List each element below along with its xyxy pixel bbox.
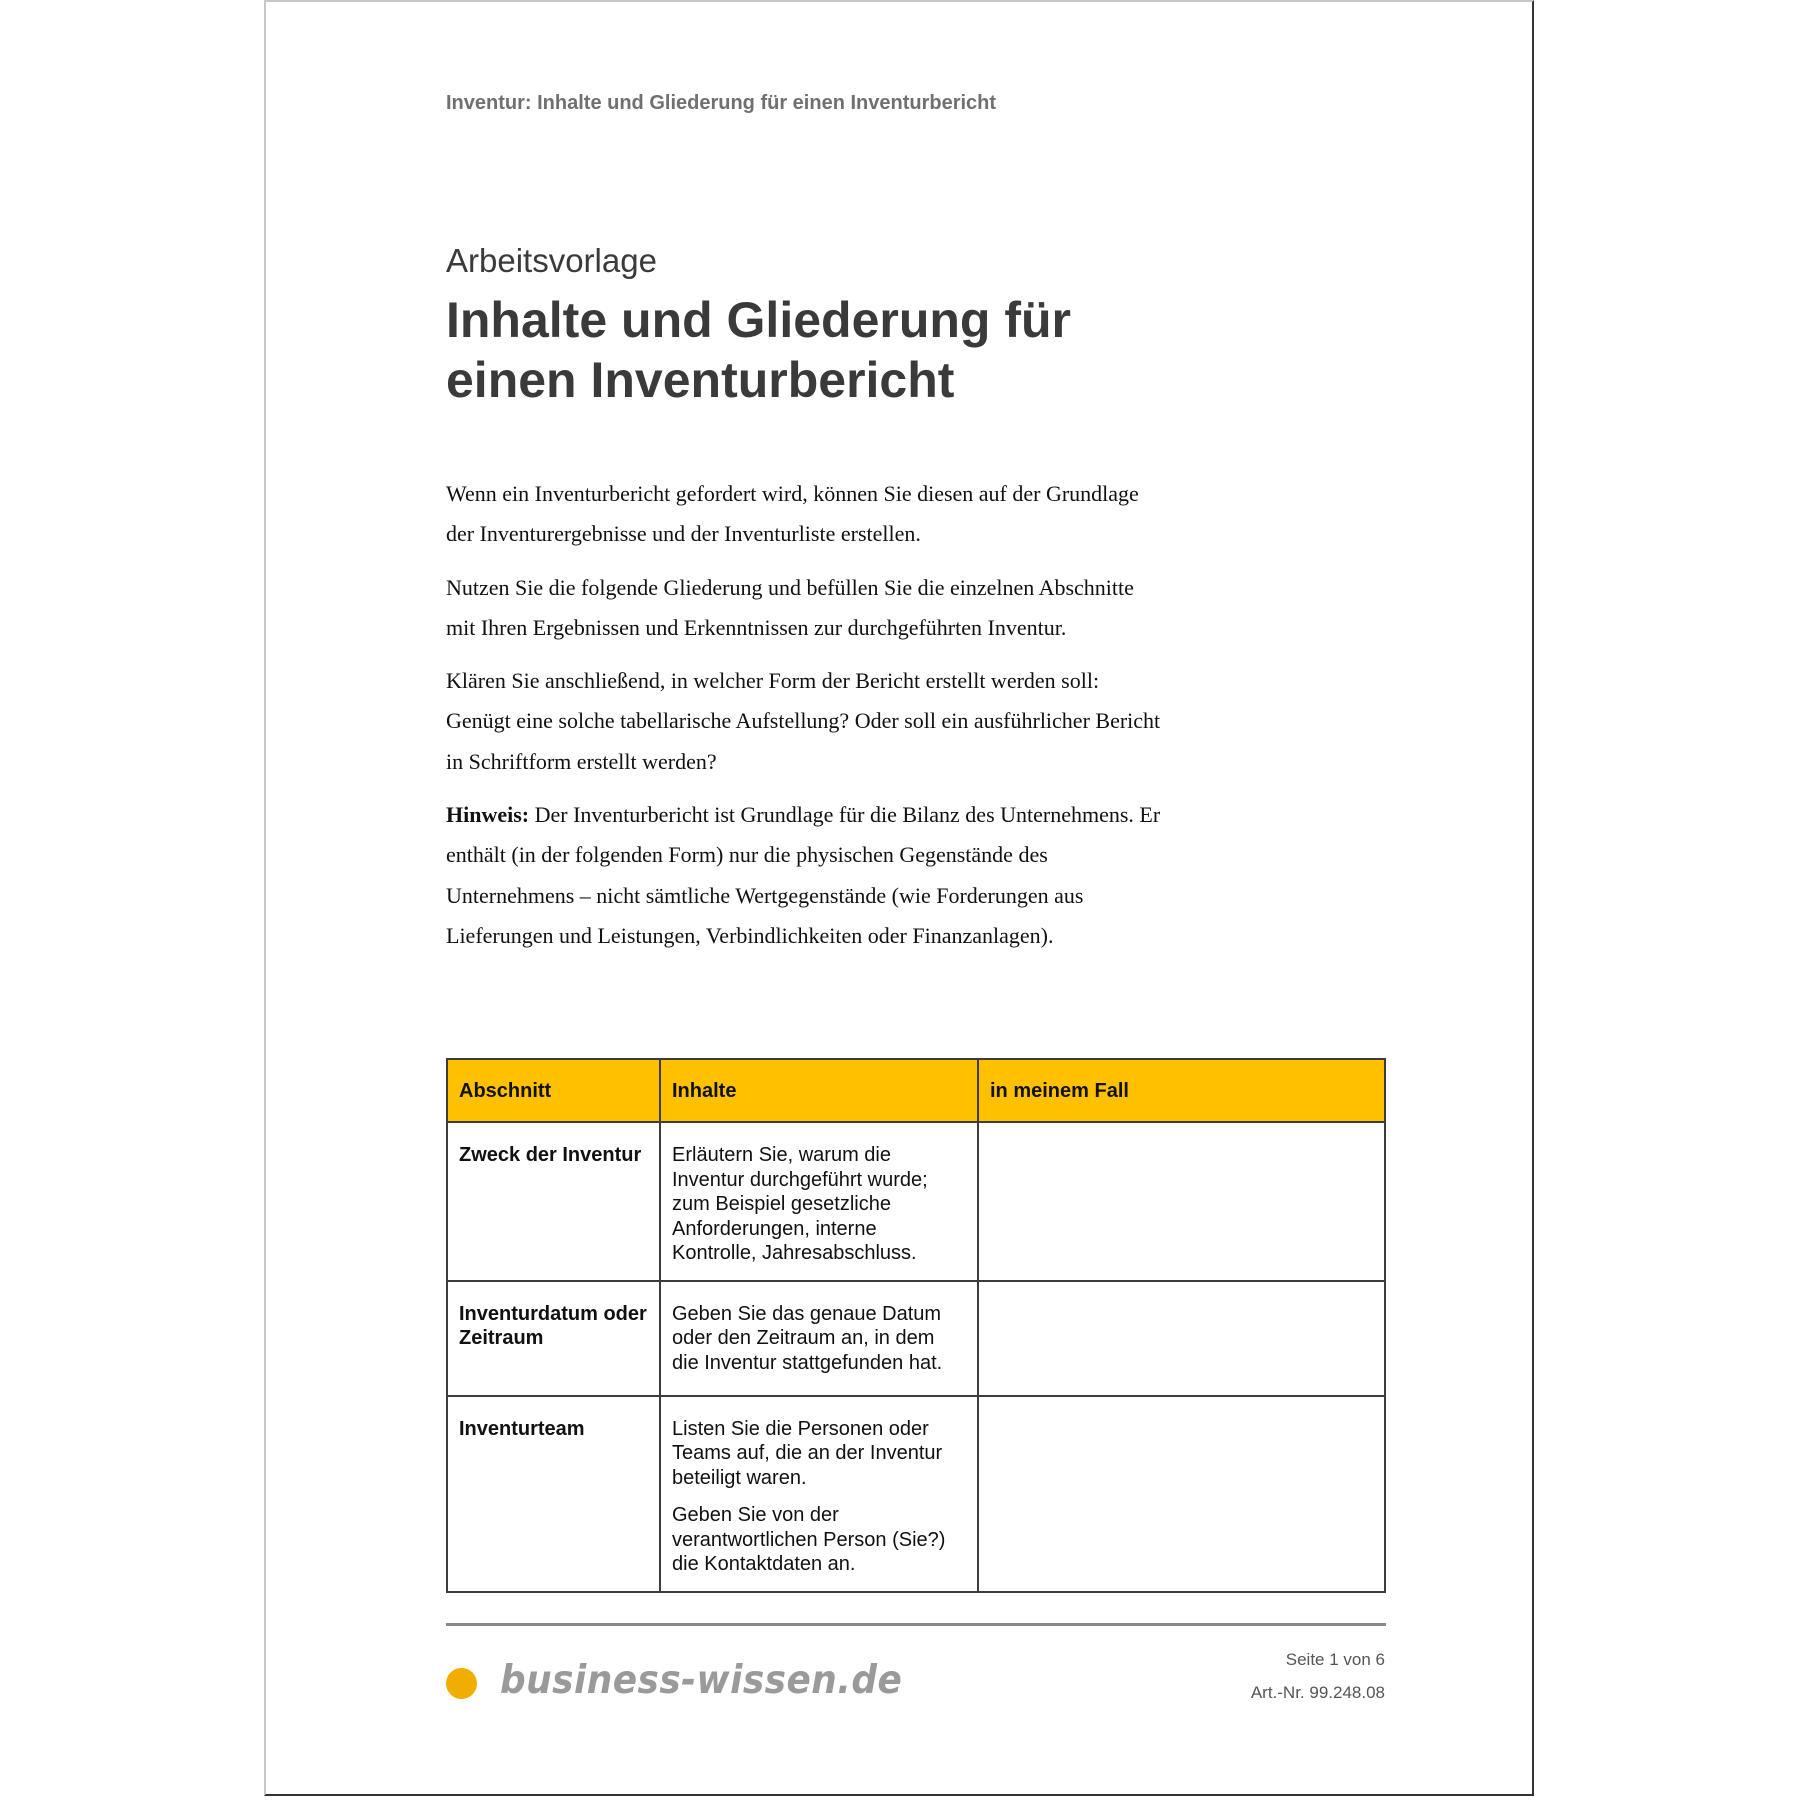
contents-text: Erläutern Sie, warum die Inventur durchgeführt wurde; zum Beispiel gesetzliche Anforderungen, interne Kontrolle, Jahresabschluss. <box>672 1144 928 1264</box>
title-line-1: Inhalte und Gliederung für <box>446 292 1071 348</box>
table-row <box>447 1396 1385 1592</box>
contents-cell <box>660 1122 978 1281</box>
paragraph: Wenn ein Inventurbericht gefordert wird, können Sie diesen auf der Grundlage der Inventurergebnisse und der Inventurliste erstellen. <box>446 481 1139 547</box>
section-cell: Inventurdatum oder Zeitraum <box>447 1281 660 1396</box>
paragraph: Klären Sie anschließend, in welcher Form der Bericht erstellt werden soll: Genügt eine solche tabellarische Aufstellung? Oder soll ein ausführlicher Bericht in Schriftform erstellt werden? <box>446 668 1161 774</box>
contents-cell <box>660 1281 978 1396</box>
page-number: Seite 1 von 6 <box>1285 1650 1385 1669</box>
intro-text <box>446 474 1166 969</box>
running-header: Inventur: Inhalte und Gliederung für einen Inventurbericht <box>446 92 997 114</box>
contents-text: Listen Sie die Personen oder Teams auf, die an der Inventur beteiligt waren. <box>672 1417 943 1489</box>
article-number: Art.-Nr. 99.248.08 <box>1250 1683 1385 1702</box>
contents-text: Geben Sie von der verantwortlichen Person (Sie?) die Kontaktdaten an. <box>672 1504 946 1575</box>
my-case-cell[interactable] <box>978 1122 1385 1281</box>
my-case-cell[interactable] <box>978 1281 1385 1396</box>
section-cell: Inventurteam <box>447 1396 660 1592</box>
table-header-row <box>447 1059 1385 1122</box>
column-header-section: Abschnitt <box>447 1059 660 1122</box>
document-kicker: Arbeitsvorlage <box>446 242 657 279</box>
contents-cell <box>660 1396 978 1592</box>
title-line-2: einen Inventurbericht <box>446 352 955 408</box>
contents-text: Geben Sie das genaue Datum oder den Zeitraum an, in dem die Inventur stattgefunden hat. <box>672 1302 943 1374</box>
brand-logo: business-wissen.de <box>500 1658 903 1703</box>
footer-divider <box>446 1623 1386 1626</box>
paragraph: Nutzen Sie die folgende Gliederung und befüllen Sie die einzelnen Abschnitte mit Ihren Ergebnissen und Erkenntnissen zur durchgeführten Inventur. <box>446 574 1134 640</box>
my-case-cell[interactable] <box>978 1396 1385 1592</box>
note-text: Der Inventurbericht ist Grundlage für die Bilanz des Unternehmens. Er enthält (in der folgenden Form) nur die physischen Gegenstände des Unternehmens – nicht sämtliche Wertgegenstände (wie Forderungen aus Lieferungen und Leistungen, Verbindlichkeiten oder Finanzanlagen). <box>446 802 1161 948</box>
table-row <box>447 1281 1385 1396</box>
table-row <box>447 1122 1385 1281</box>
logo-dot-icon <box>446 1668 477 1699</box>
note-label: Hinweis: <box>446 802 530 828</box>
column-header-contents: Inhalte <box>660 1059 978 1122</box>
report-outline-table <box>446 1058 1386 1593</box>
section-cell: Zweck der Inventur <box>447 1122 660 1281</box>
note-paragraph <box>446 795 1166 956</box>
document-title <box>446 290 1246 410</box>
column-header-my-case: in meinem Fall <box>978 1059 1385 1122</box>
